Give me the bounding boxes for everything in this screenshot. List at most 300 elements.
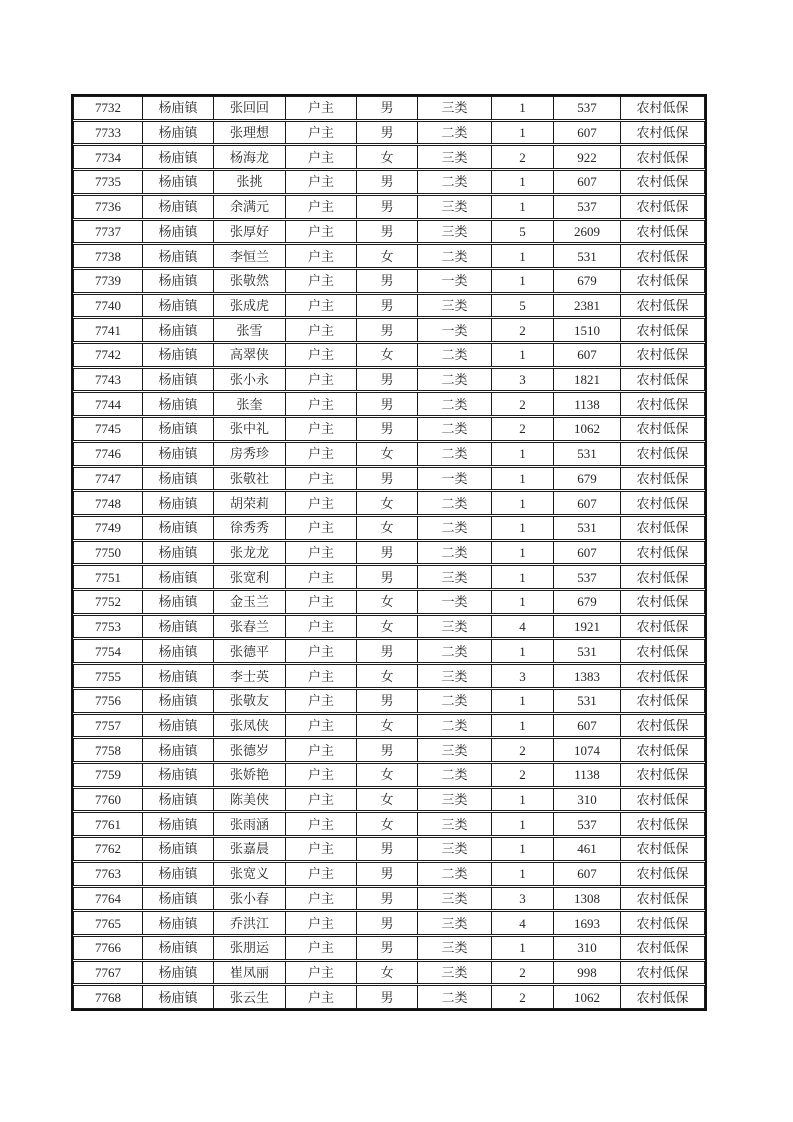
category-cell: 一类 (418, 270, 492, 292)
relation-cell: 户主 (286, 764, 357, 786)
name-cell: 杨海龙 (214, 146, 286, 168)
relation-cell: 户主 (286, 591, 357, 613)
table-row (73, 442, 705, 466)
category-cell: 二类 (418, 764, 492, 786)
serial-number-cell: 7751 (74, 566, 143, 588)
table-row (73, 887, 705, 911)
gender-cell: 女 (357, 146, 418, 168)
relation-cell: 户主 (286, 517, 357, 539)
category-cell: 三类 (418, 566, 492, 588)
serial-number-cell: 7743 (74, 369, 143, 391)
amount-cell: 531 (554, 517, 621, 539)
category-cell: 三类 (418, 888, 492, 910)
table-row (73, 911, 705, 935)
relation-cell: 户主 (286, 369, 357, 391)
table-row (73, 615, 705, 639)
serial-number-cell: 7750 (74, 542, 143, 564)
category-cell: 三类 (418, 912, 492, 934)
name-cell: 张雨涵 (214, 813, 286, 835)
serial-number-cell: 7759 (74, 764, 143, 786)
gender-cell: 女 (357, 715, 418, 737)
serial-number-cell: 7749 (74, 517, 143, 539)
town-cell: 杨庙镇 (143, 319, 214, 341)
amount-cell: 922 (554, 146, 621, 168)
town-cell: 杨庙镇 (143, 492, 214, 514)
relation-cell: 户主 (286, 344, 357, 366)
assistance-type-cell: 农村低保 (636, 446, 689, 462)
gender-cell: 男 (357, 270, 418, 292)
relation-cell: 户主 (286, 171, 357, 193)
relation-cell: 户主 (286, 937, 357, 959)
serial-number-cell: 7753 (74, 616, 143, 638)
serial-number-cell: 7741 (74, 319, 143, 341)
relation-cell: 户主 (286, 97, 357, 119)
serial-number-cell: 7766 (74, 937, 143, 959)
amount-cell: 607 (554, 122, 621, 144)
household-count-cell: 1 (492, 542, 554, 564)
category-cell: 二类 (418, 542, 492, 564)
table-row (73, 368, 705, 392)
table-row (73, 392, 705, 416)
category-cell: 二类 (418, 344, 492, 366)
table-row (73, 689, 705, 713)
gender-cell: 女 (357, 443, 418, 465)
serial-number-cell: 7752 (74, 591, 143, 613)
serial-number-cell: 7754 (74, 640, 143, 662)
household-count-cell: 1 (492, 468, 554, 490)
gender-cell: 女 (357, 616, 418, 638)
relation-cell: 户主 (286, 468, 357, 490)
name-cell: 张敬社 (214, 468, 286, 490)
household-count-cell: 2 (492, 393, 554, 415)
table-row (73, 862, 705, 886)
household-count-cell: 3 (492, 888, 554, 910)
household-count-cell: 1 (492, 591, 554, 613)
category-cell: 二类 (418, 640, 492, 662)
table-row (73, 145, 705, 169)
town-cell: 杨庙镇 (143, 690, 214, 712)
amount-cell: 679 (554, 270, 621, 292)
household-count-cell: 1 (492, 517, 554, 539)
serial-number-cell: 7765 (74, 912, 143, 934)
town-cell: 杨庙镇 (143, 566, 214, 588)
gender-cell: 男 (357, 393, 418, 415)
household-count-cell: 3 (492, 369, 554, 391)
name-cell: 胡荣莉 (214, 492, 286, 514)
amount-cell: 531 (554, 690, 621, 712)
assistance-type-cell: 农村低保 (636, 347, 689, 363)
assistance-type-cell: 农村低保 (636, 520, 689, 536)
assistance-type-cell: 农村低保 (636, 940, 689, 956)
category-cell: 二类 (418, 443, 492, 465)
table-row (73, 639, 705, 663)
category-cell: 二类 (418, 492, 492, 514)
amount-cell: 998 (554, 962, 621, 984)
relation-cell: 户主 (286, 270, 357, 292)
amount-cell: 1062 (554, 418, 621, 440)
category-cell: 一类 (418, 468, 492, 490)
assistance-type-cell: 农村低保 (636, 545, 689, 560)
name-cell: 金玉兰 (214, 591, 286, 613)
relation-cell: 户主 (286, 739, 357, 761)
serial-number-cell: 7756 (74, 690, 143, 712)
gender-cell: 男 (357, 319, 418, 341)
gender-cell: 男 (357, 196, 418, 218)
town-cell: 杨庙镇 (143, 196, 214, 218)
household-count-cell: 1 (492, 171, 554, 193)
town-cell: 杨庙镇 (143, 97, 214, 119)
town-cell: 杨庙镇 (143, 171, 214, 193)
table-row (73, 541, 705, 565)
serial-number-cell: 7739 (74, 270, 143, 292)
serial-number-cell: 7758 (74, 739, 143, 761)
name-cell: 徐秀秀 (214, 517, 286, 539)
table-row (73, 269, 705, 293)
gender-cell: 男 (357, 295, 418, 317)
relation-cell: 户主 (286, 146, 357, 168)
amount-cell: 607 (554, 863, 621, 885)
table-row (73, 343, 705, 367)
household-count-cell: 1 (492, 715, 554, 737)
relation-cell: 户主 (286, 838, 357, 860)
serial-number-cell: 7736 (74, 196, 143, 218)
assistance-type-cell: 农村低保 (636, 470, 689, 486)
assistance-type-cell: 农村低保 (636, 989, 689, 1005)
relation-cell: 户主 (286, 616, 357, 638)
amount-cell: 679 (554, 591, 621, 613)
name-cell: 张理想 (214, 122, 286, 144)
town-cell: 杨庙镇 (143, 962, 214, 984)
serial-number-cell: 7757 (74, 715, 143, 737)
town-cell: 杨庙镇 (143, 418, 214, 440)
household-count-cell: 5 (492, 295, 554, 317)
category-cell: 二类 (418, 369, 492, 391)
serial-number-cell: 7737 (74, 221, 143, 243)
table-row (73, 318, 705, 342)
assistance-type-cell: 农村低保 (636, 248, 689, 264)
amount-cell: 531 (554, 443, 621, 465)
name-cell: 高翠侠 (214, 344, 286, 366)
gender-cell: 女 (357, 962, 418, 984)
relation-cell: 户主 (286, 640, 357, 662)
table-row (73, 837, 705, 861)
assistance-type-cell: 农村低保 (636, 297, 689, 313)
table-row (73, 491, 705, 515)
table-row (73, 788, 705, 812)
name-cell: 张敬友 (214, 690, 286, 712)
assistance-type-cell: 农村低保 (636, 372, 689, 388)
category-cell: 三类 (418, 838, 492, 860)
serial-number-cell: 7732 (74, 97, 143, 119)
gender-cell: 男 (357, 912, 418, 934)
amount-cell: 537 (554, 566, 621, 588)
gender-cell: 男 (357, 566, 418, 588)
table-row (73, 763, 705, 787)
amount-cell: 1921 (554, 616, 621, 638)
household-count-cell: 1 (492, 443, 554, 465)
serial-number-cell: 7738 (74, 245, 143, 267)
town-cell: 杨庙镇 (143, 393, 214, 415)
town-cell: 杨庙镇 (143, 764, 214, 786)
assistance-type-cell: 农村低保 (636, 792, 689, 808)
assistance-type-cell: 农村低保 (636, 223, 689, 239)
name-cell: 乔洪江 (214, 912, 286, 934)
gender-cell: 男 (357, 937, 418, 959)
serial-number-cell: 7747 (74, 468, 143, 490)
table-row (73, 516, 705, 540)
assistance-type-cell: 农村低保 (636, 273, 689, 289)
table-row (73, 590, 705, 614)
household-count-cell: 2 (492, 764, 554, 786)
town-cell: 杨庙镇 (143, 122, 214, 144)
amount-cell: 1062 (554, 986, 621, 1008)
town-cell: 杨庙镇 (143, 517, 214, 539)
assistance-type-cell: 农村低保 (636, 841, 689, 857)
town-cell: 杨庙镇 (143, 912, 214, 934)
amount-cell: 310 (554, 937, 621, 959)
assistance-type-cell: 农村低保 (636, 125, 689, 141)
gender-cell: 男 (357, 369, 418, 391)
category-cell: 二类 (418, 393, 492, 415)
relation-cell: 户主 (286, 863, 357, 885)
name-cell: 张朋运 (214, 937, 286, 959)
assistance-type-cell: 农村低保 (636, 964, 689, 980)
category-cell: 二类 (418, 245, 492, 267)
town-cell: 杨庙镇 (143, 715, 214, 737)
gender-cell: 女 (357, 764, 418, 786)
assistance-type-cell: 农村低保 (636, 668, 689, 684)
welfare-roster-table (71, 94, 707, 1011)
town-cell: 杨庙镇 (143, 146, 214, 168)
name-cell: 张小春 (214, 888, 286, 910)
relation-cell: 户主 (286, 888, 357, 910)
household-count-cell: 1 (492, 813, 554, 835)
relation-cell: 户主 (286, 912, 357, 934)
gender-cell: 男 (357, 690, 418, 712)
household-count-cell: 1 (492, 344, 554, 366)
assistance-type-cell: 农村低保 (636, 866, 689, 882)
gender-cell: 男 (357, 542, 418, 564)
name-cell: 张厚好 (214, 221, 286, 243)
household-count-cell: 2 (492, 146, 554, 168)
assistance-type-cell: 农村低保 (636, 693, 689, 709)
gender-cell: 男 (357, 640, 418, 662)
category-cell: 二类 (418, 517, 492, 539)
town-cell: 杨庙镇 (143, 986, 214, 1008)
gender-cell: 男 (357, 888, 418, 910)
table-row (73, 467, 705, 491)
amount-cell: 2381 (554, 295, 621, 317)
relation-cell: 户主 (286, 566, 357, 588)
household-count-cell: 1 (492, 566, 554, 588)
table-row (73, 565, 705, 589)
household-count-cell: 1 (492, 838, 554, 860)
serial-number-cell: 7763 (74, 863, 143, 885)
gender-cell: 女 (357, 517, 418, 539)
serial-number-cell: 7734 (74, 146, 143, 168)
assistance-type-cell: 农村低保 (636, 149, 689, 165)
name-cell: 李士英 (214, 665, 286, 687)
serial-number-cell: 7767 (74, 962, 143, 984)
table-row (73, 985, 705, 1009)
name-cell: 张德平 (214, 640, 286, 662)
table-row (73, 961, 705, 985)
amount-cell: 537 (554, 97, 621, 119)
category-cell: 二类 (418, 418, 492, 440)
household-count-cell: 1 (492, 196, 554, 218)
gender-cell: 女 (357, 813, 418, 835)
name-cell: 房秀珍 (214, 443, 286, 465)
category-cell: 三类 (418, 665, 492, 687)
amount-cell: 607 (554, 171, 621, 193)
serial-number-cell: 7740 (74, 295, 143, 317)
serial-number-cell: 7755 (74, 665, 143, 687)
assistance-type-cell: 农村低保 (636, 396, 689, 412)
serial-number-cell: 7745 (74, 418, 143, 440)
household-count-cell: 1 (492, 492, 554, 514)
town-cell: 杨庙镇 (143, 739, 214, 761)
category-cell: 三类 (418, 937, 492, 959)
category-cell: 一类 (418, 319, 492, 341)
name-cell: 张春兰 (214, 616, 286, 638)
town-cell: 杨庙镇 (143, 270, 214, 292)
household-count-cell: 1 (492, 789, 554, 811)
category-cell: 二类 (418, 715, 492, 737)
assistance-type-cell: 农村低保 (636, 322, 689, 338)
table-row (73, 96, 705, 120)
relation-cell: 户主 (286, 542, 357, 564)
town-cell: 杨庙镇 (143, 937, 214, 959)
table-row (73, 812, 705, 836)
category-cell: 二类 (418, 122, 492, 144)
amount-cell: 537 (554, 813, 621, 835)
category-cell: 三类 (418, 221, 492, 243)
name-cell: 张嘉晨 (214, 838, 286, 860)
table-row (73, 244, 705, 268)
serial-number-cell: 7742 (74, 344, 143, 366)
name-cell: 张敬然 (214, 270, 286, 292)
category-cell: 三类 (418, 813, 492, 835)
gender-cell: 女 (357, 665, 418, 687)
name-cell: 张奎 (214, 393, 286, 415)
gender-cell: 女 (357, 789, 418, 811)
town-cell: 杨庙镇 (143, 888, 214, 910)
assistance-type-cell: 农村低保 (636, 199, 689, 215)
relation-cell: 户主 (286, 715, 357, 737)
town-cell: 杨庙镇 (143, 838, 214, 860)
household-count-cell: 1 (492, 122, 554, 144)
town-cell: 杨庙镇 (143, 295, 214, 317)
household-count-cell: 1 (492, 863, 554, 885)
serial-number-cell: 7761 (74, 813, 143, 835)
name-cell: 张小永 (214, 369, 286, 391)
assistance-type-cell: 农村低保 (636, 816, 689, 832)
assistance-type-cell: 农村低保 (636, 890, 689, 906)
category-cell: 一类 (418, 591, 492, 613)
household-count-cell: 3 (492, 665, 554, 687)
assistance-type-cell: 农村低保 (636, 619, 689, 635)
town-cell: 杨庙镇 (143, 221, 214, 243)
serial-number-cell: 7744 (74, 393, 143, 415)
serial-number-cell: 7746 (74, 443, 143, 465)
gender-cell: 男 (357, 122, 418, 144)
table-row (73, 417, 705, 441)
gender-cell: 女 (357, 492, 418, 514)
gender-cell: 男 (357, 221, 418, 243)
household-count-cell: 2 (492, 319, 554, 341)
relation-cell: 户主 (286, 443, 357, 465)
relation-cell: 户主 (286, 245, 357, 267)
name-cell: 张娇艳 (214, 764, 286, 786)
amount-cell: 607 (554, 542, 621, 564)
amount-cell: 1138 (554, 393, 621, 415)
amount-cell: 1383 (554, 665, 621, 687)
relation-cell: 户主 (286, 962, 357, 984)
category-cell: 二类 (418, 171, 492, 193)
household-count-cell: 2 (492, 739, 554, 761)
name-cell: 张雪 (214, 319, 286, 341)
table-row (73, 121, 705, 145)
household-count-cell: 1 (492, 690, 554, 712)
gender-cell: 男 (357, 418, 418, 440)
town-cell: 杨庙镇 (143, 443, 214, 465)
relation-cell: 户主 (286, 122, 357, 144)
assistance-type-cell: 农村低保 (636, 495, 689, 511)
amount-cell: 1510 (554, 319, 621, 341)
town-cell: 杨庙镇 (143, 665, 214, 687)
household-count-cell: 5 (492, 221, 554, 243)
amount-cell: 607 (554, 492, 621, 514)
household-count-cell: 1 (492, 640, 554, 662)
amount-cell: 1308 (554, 888, 621, 910)
town-cell: 杨庙镇 (143, 863, 214, 885)
household-count-cell: 2 (492, 418, 554, 440)
table-row (73, 714, 705, 738)
household-count-cell: 1 (492, 270, 554, 292)
amount-cell: 607 (554, 715, 621, 737)
town-cell: 杨庙镇 (143, 344, 214, 366)
assistance-type-cell: 农村低保 (636, 421, 689, 437)
town-cell: 杨庙镇 (143, 369, 214, 391)
assistance-type-cell: 农村低保 (636, 717, 689, 733)
name-cell: 张云生 (214, 986, 286, 1008)
name-cell: 张挑 (214, 171, 286, 193)
assistance-type-cell: 农村低保 (636, 594, 689, 610)
relation-cell: 户主 (286, 393, 357, 415)
town-cell: 杨庙镇 (143, 468, 214, 490)
amount-cell: 1821 (554, 369, 621, 391)
amount-cell: 2609 (554, 221, 621, 243)
serial-number-cell: 7735 (74, 171, 143, 193)
category-cell: 二类 (418, 863, 492, 885)
category-cell: 三类 (418, 146, 492, 168)
assistance-type-cell: 农村低保 (636, 915, 689, 931)
assistance-type-cell: 农村低保 (636, 174, 689, 190)
amount-cell: 461 (554, 838, 621, 860)
name-cell: 陈美侠 (214, 789, 286, 811)
gender-cell: 男 (357, 986, 418, 1008)
gender-cell: 女 (357, 245, 418, 267)
name-cell: 李恒兰 (214, 245, 286, 267)
table-row (73, 738, 705, 762)
table-row (73, 936, 705, 960)
category-cell: 三类 (418, 196, 492, 218)
gender-cell: 男 (357, 838, 418, 860)
category-cell: 三类 (418, 97, 492, 119)
name-cell: 张宽义 (214, 863, 286, 885)
relation-cell: 户主 (286, 221, 357, 243)
amount-cell: 531 (554, 640, 621, 662)
